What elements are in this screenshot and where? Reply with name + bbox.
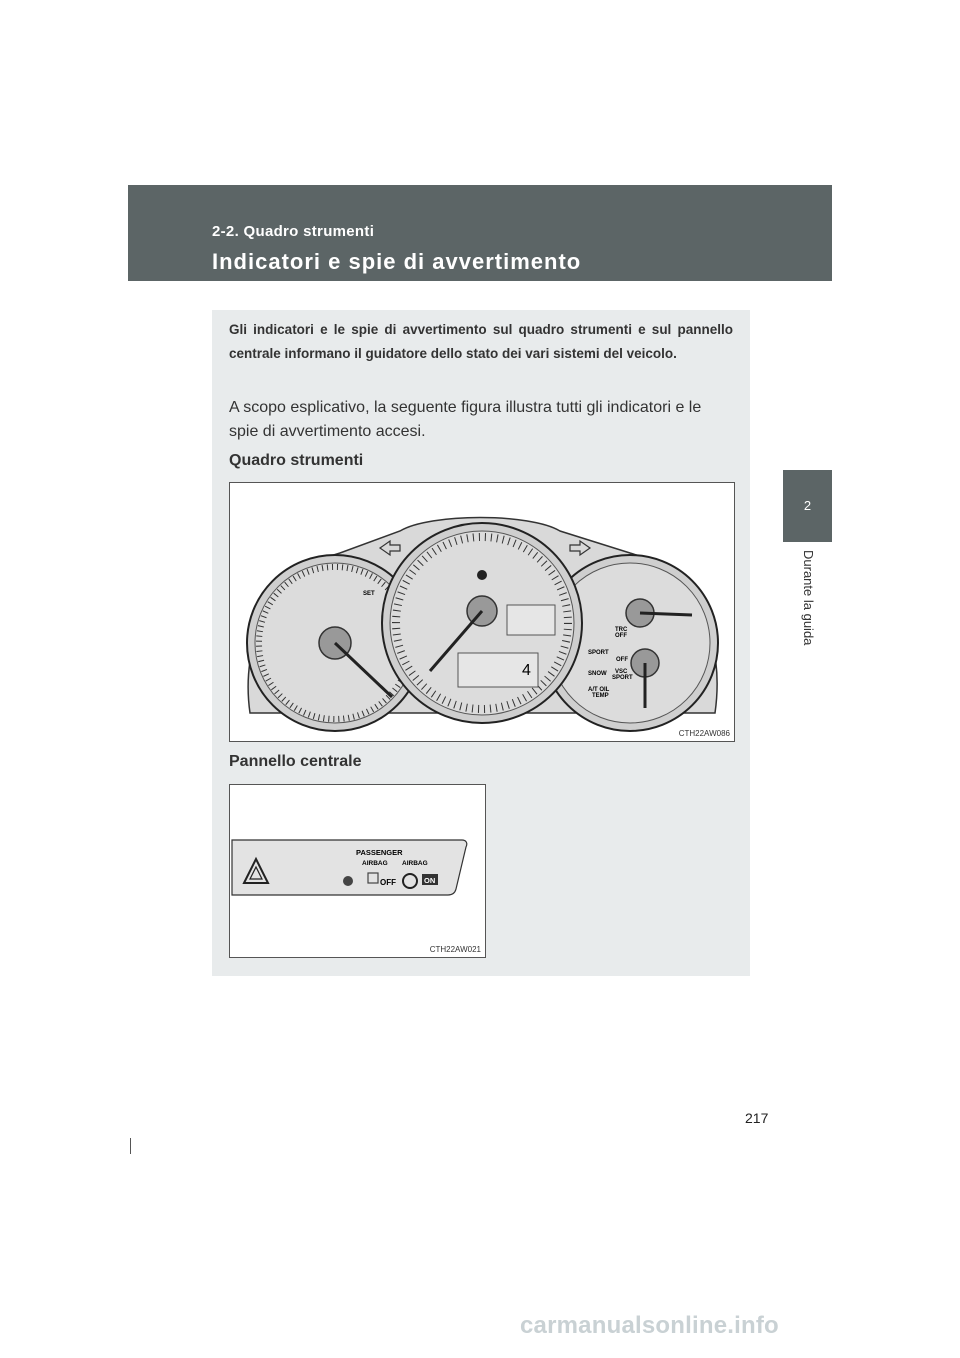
chapter-tab bbox=[783, 470, 832, 542]
snow-label: SNOW bbox=[588, 671, 607, 677]
chapter-number: 2 bbox=[803, 498, 812, 513]
section-header bbox=[128, 185, 832, 281]
watermark: carmanualsonline.info bbox=[520, 1312, 779, 1339]
chapter-label bbox=[800, 550, 820, 660]
trc-off-label-1: TRC bbox=[615, 627, 628, 633]
at-oil-temp-label-2: TEMP bbox=[592, 693, 609, 699]
seatbelt-icon bbox=[343, 876, 353, 886]
off-indicator: OFF bbox=[380, 878, 396, 887]
intro-text: Gli indicatori e le spie di avvertimento sul quadro strumenti e sul pannello centrale informano il guidatore dello stato dei vari sistemi del veicolo. bbox=[229, 322, 733, 361]
at-oil-temp-label-1: A/T OIL bbox=[588, 687, 610, 693]
on-indicator: ON bbox=[424, 876, 436, 885]
gear-position-display: 4 bbox=[522, 662, 531, 679]
explanatory-paragraph: A scopo esplicativo, la seguente figura illustra tutti gli indicatori e le spie di avvertimento accesi. bbox=[229, 399, 702, 440]
instrument-cluster-figure bbox=[229, 482, 735, 742]
page-number: 217 bbox=[745, 1110, 769, 1126]
airbag-off-label: AIRBAG bbox=[362, 860, 388, 867]
center-panel-heading: Pannello centrale bbox=[229, 753, 362, 770]
vsc-sport-label-1: VSC bbox=[615, 669, 628, 675]
center-panel-illustration bbox=[230, 785, 485, 957]
passenger-label: PASSENGER bbox=[356, 848, 403, 857]
trc-off-label-2: OFF bbox=[615, 633, 627, 639]
figure-code: CTH22AW021 bbox=[429, 945, 481, 954]
vsc-sport-label-2: SPORT bbox=[612, 675, 633, 681]
instrument-cluster-illustration bbox=[230, 483, 734, 741]
chapter-label-text: Durante la guida bbox=[801, 550, 816, 646]
crop-mark bbox=[130, 1138, 131, 1154]
instrument-cluster-heading: Quadro strumenti bbox=[229, 452, 364, 469]
sport-label: SPORT bbox=[588, 650, 609, 656]
figure-code: CTH22AW086 bbox=[678, 729, 730, 738]
airbag-on-label: AIRBAG bbox=[402, 860, 428, 867]
set-indicator-label: SET bbox=[363, 591, 375, 597]
page-title: Indicatori e spie di avvertimento bbox=[212, 249, 582, 274]
off-label: OFF bbox=[616, 657, 628, 663]
section-subtitle: 2-2. Quadro strumenti bbox=[212, 223, 375, 240]
speedometer-gauge bbox=[382, 523, 582, 723]
center-panel-figure bbox=[229, 784, 486, 958]
content-box bbox=[212, 310, 750, 976]
